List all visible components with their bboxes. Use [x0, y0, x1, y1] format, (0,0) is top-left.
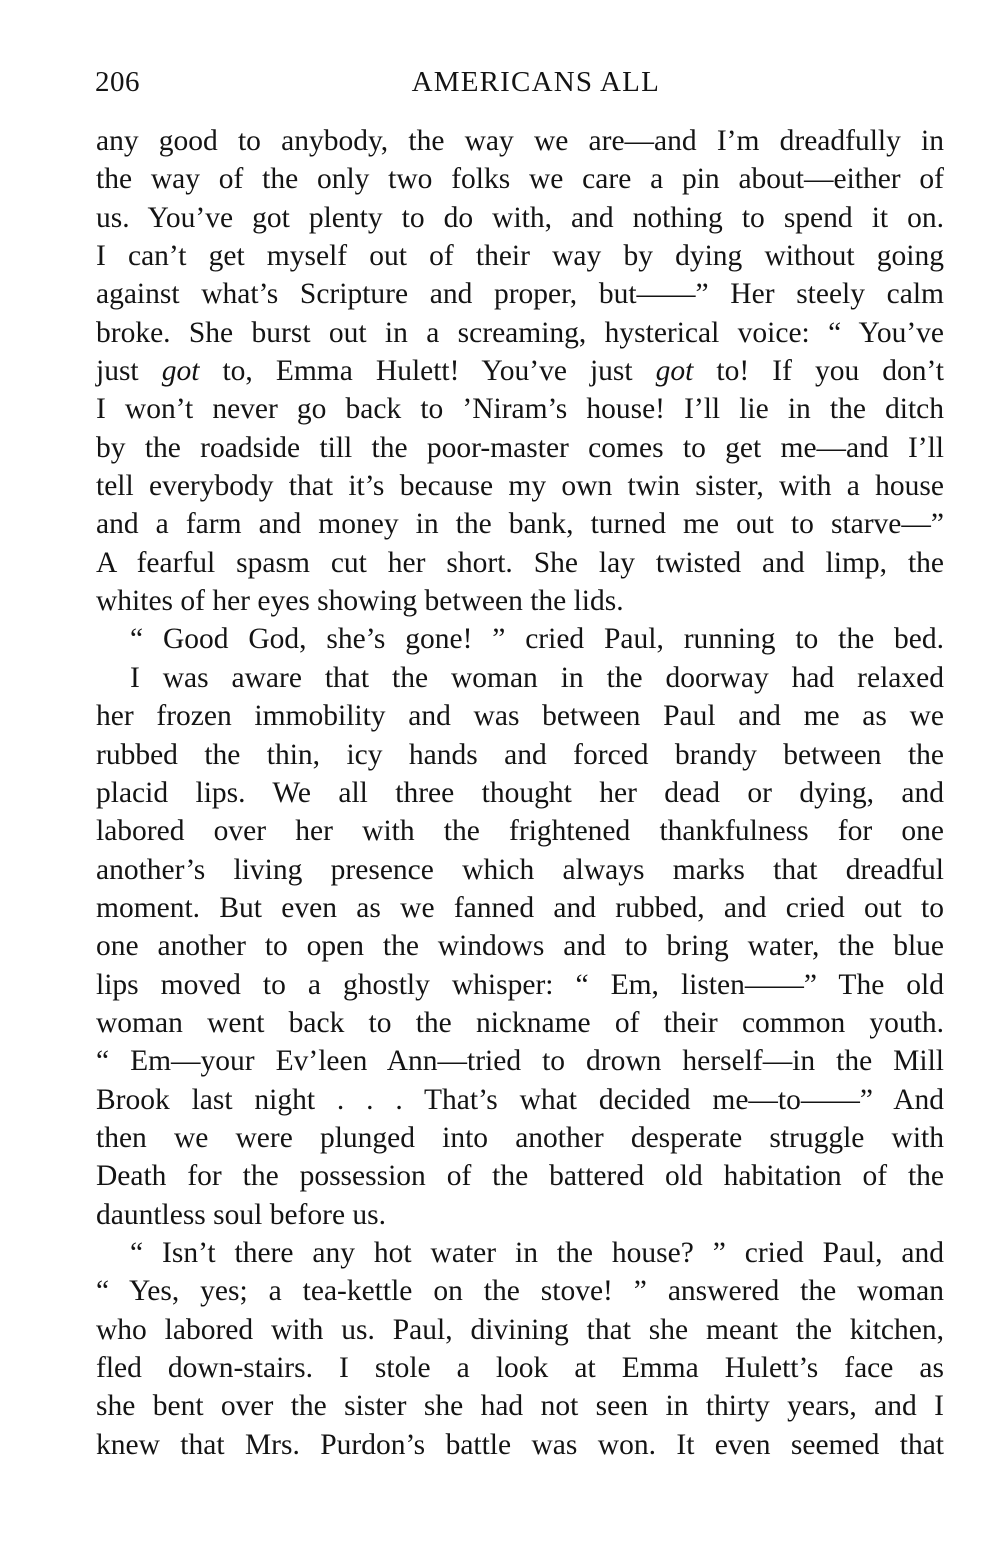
text-line: against what’s Scripture and proper, but——” Her steely calm — [96, 278, 944, 311]
text-line: any good to anybody, the way we are—and I’m dreadfully in — [96, 125, 944, 157]
text-line: woman went back to the nickname of their common youth. — [96, 1006, 944, 1039]
text-segment: to! If you don’t — [693, 355, 945, 388]
text-line: us. You’ve got plenty to do with, and nothing to spend it on. — [96, 201, 944, 234]
text-line: and a farm and money in the bank, turned me out to starve—” — [96, 508, 944, 541]
text-line: dauntless soul before us. — [96, 1198, 387, 1231]
text-line: “ Em—your Ev’leen Ann—tried to drown herself—in the Mill — [96, 1045, 944, 1078]
text-line: broke. She burst out in a screaming, hysterical voice: “ You’ve — [96, 316, 944, 349]
italic-emphasis: got — [161, 355, 200, 388]
text-line: she bent over the sister she had not seen in thirty years, and I — [96, 1390, 944, 1423]
text-line: whites of her eyes showing between the lids. — [96, 585, 624, 618]
text-line: “ Yes, yes; a tea-kettle on the stove! ” answered the woman — [96, 1275, 944, 1308]
text-line: by the roadside till the poor-master comes to get me—and I’ll — [96, 431, 944, 464]
text-line: labored over her with the frightened thankfulness for one — [96, 815, 944, 848]
text-line: I was aware that the woman in the doorway had relaxed — [130, 661, 944, 694]
text-line: I can’t get myself out of their way by dying without going — [96, 240, 944, 273]
text-segment: just — [96, 355, 162, 388]
text-line: I won’t never go back to ’Niram’s house! I’ll lie in the ditch — [96, 393, 944, 426]
text-line: Brook last night . . . That’s what decided me—to——” And — [96, 1083, 944, 1116]
text-line: lips moved to a ghostly whisper: “ Em, listen——” The old — [96, 968, 944, 1001]
text-line: placid lips. We all three thought her dead or dying, and — [96, 776, 944, 809]
text-line: “ Isn’t there any hot water in the house? ” cried Paul, and — [130, 1236, 944, 1269]
text-line: her frozen immobility and was between Paul and me as we — [96, 700, 944, 733]
page-header — [95, 66, 945, 106]
text-line: one another to open the windows and to bring water, the blue — [96, 930, 944, 963]
text-line: tell everybody that it’s because my own twin sister, with a house — [96, 470, 944, 503]
text-line: Death for the possession of the battered old habitation of the — [96, 1160, 944, 1193]
text-line: the way of the only two folks we care a pin about—either of — [96, 163, 944, 196]
text-line: A fearful spasm cut her short. She lay twisted and limp, the — [96, 546, 944, 579]
text-line: rubbed the thin, icy hands and forced brandy between the — [96, 738, 944, 771]
text-line: then we were plunged into another desperate struggle with — [96, 1121, 944, 1154]
text-line: moment. But even as we fanned and rubbed, and cried out to — [96, 891, 944, 924]
italic-emphasis: got — [655, 355, 694, 388]
text-line: “ Good God, she’s gone! ” cried Paul, running to the bed. — [130, 623, 944, 656]
text-line: another’s living presence which always marks that dreadful — [96, 853, 944, 886]
text-line: fled down-stairs. I stole a look at Emma Hulett’s face as — [96, 1352, 944, 1384]
text-segment: to, Emma Hulett! You’ve just — [199, 355, 656, 388]
text-line: knew that Mrs. Purdon’s battle was won. It even seemed that — [96, 1428, 944, 1461]
text-line: who labored with us. Paul, divining that she meant the kitchen, — [96, 1313, 944, 1346]
text-line — [96, 352, 944, 390]
page-number: 206 — [95, 66, 140, 98]
running-head: AMERICANS ALL — [411, 66, 660, 98]
body-text — [96, 122, 944, 1464]
